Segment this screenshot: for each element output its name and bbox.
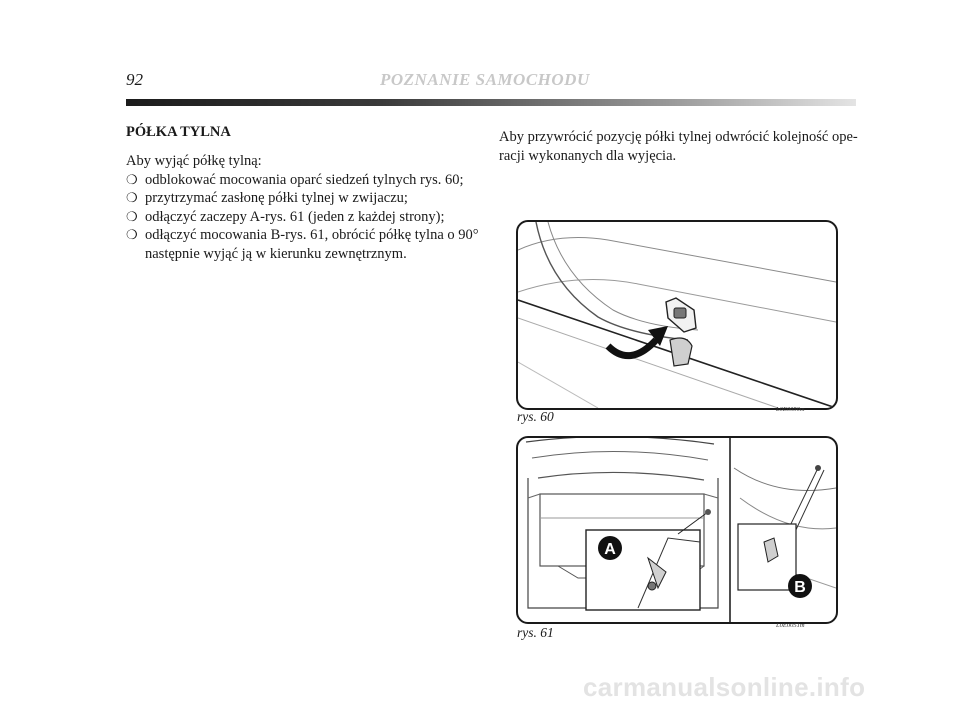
header-rule (126, 99, 856, 106)
step-text: odblokować mocowania oparć siedzeń tylnych rys. 60; (145, 171, 464, 188)
figure-61-code: L0E0051m (776, 622, 805, 629)
steps-list (126, 171, 486, 264)
list-item (126, 171, 486, 190)
watermark: carmanualsonline.info (583, 672, 866, 702)
latch-icon (666, 298, 696, 366)
side-panel-view (734, 465, 836, 590)
section-heading: PÓŁKA TYLNA (126, 124, 231, 140)
bullet-icon: ❍ (126, 227, 138, 242)
callout-b-badge (788, 574, 812, 598)
step-text: odłączyć zaczepy A-rys. 61 (jeden z każdej strony); (145, 208, 445, 225)
trunk-shelf-drawing (518, 438, 836, 622)
list-item (126, 208, 486, 227)
figure-60-code: L0E0050m (776, 406, 805, 413)
bullet-icon: ❍ (126, 171, 138, 187)
figure-61-caption: rys. 61 (517, 625, 554, 640)
callout-a-badge (598, 536, 622, 560)
callout-b-label: B (794, 579, 806, 596)
figure-60-illustration (516, 220, 838, 410)
list-item (126, 226, 486, 263)
figure-61-illustration (516, 436, 838, 624)
running-header: POZNANIE SAMOCHODU (380, 70, 590, 89)
figure-60-caption: rys. 60 (517, 409, 554, 424)
step-text: odłączyć mocowania B-rys. 61, obrócić półkę tylna o 90° następnie wyjąć ją w kierunku zewnętrznym. (145, 227, 479, 262)
instructions-column (126, 152, 486, 263)
intro-text: Aby wyjąć półkę tylną: (126, 153, 262, 169)
bullet-icon: ❍ (126, 190, 138, 205)
callout-a-label: A (604, 541, 616, 558)
list-item (126, 189, 486, 208)
seat-lock-drawing (518, 222, 836, 408)
bullet-icon: ❍ (126, 208, 138, 224)
page-number: 92 (126, 70, 143, 89)
restore-text: Aby przywrócić pozycję półki tylnej odwrócić kolejność ope-racji wykonanych dla wyjęcia. (499, 129, 858, 164)
step-text: przytrzymać zasłonę półki tylnej w zwijaczu; (145, 190, 408, 206)
